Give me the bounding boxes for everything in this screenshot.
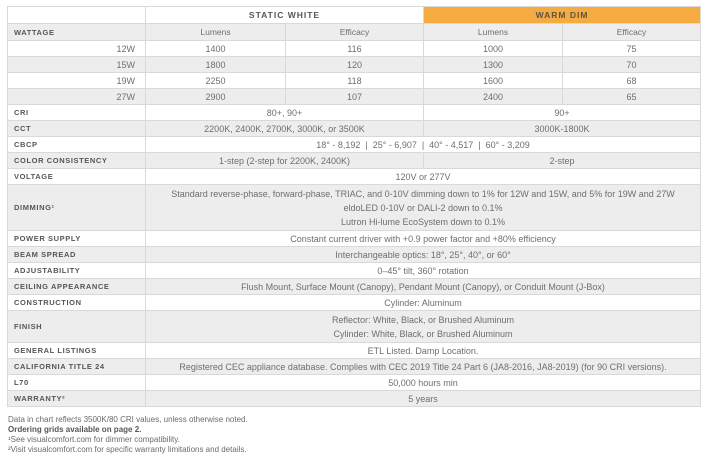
color-consistency-static-white-value: 1-step (2-step for 2200K, 2400K) <box>146 153 424 169</box>
footnote-dimmer-compatibility: ¹See visualcomfort.com for dimmer compatibility. <box>8 435 180 444</box>
adjustability-label: ADJUSTABILITY <box>8 263 146 279</box>
construction-value: Cylinder: Aluminum <box>146 295 701 311</box>
beam-spread-label: BEAM SPREAD <box>8 247 146 263</box>
footnotes <box>8 415 248 455</box>
ceiling-appearance-label: CEILING APPEARANCE <box>8 279 146 295</box>
power-supply-value: Constant current driver with +0.9 power factor and +80% efficiency <box>146 231 701 247</box>
cct-label: CCT <box>8 121 146 137</box>
row-voltage <box>8 169 701 185</box>
general-listings-label: GENERAL LISTINGS <box>8 343 146 359</box>
wattage-row-12w <box>8 41 701 57</box>
wd-efficacy-value: 70 <box>563 57 701 73</box>
warranty-label: WARRANTY² <box>8 391 146 407</box>
footnote-warranty-details: ²Visit visualcomfort.com for specific warranty limitations and details. <box>8 445 247 454</box>
warranty-value: 5 years <box>146 391 701 407</box>
warm-dim-lumens-header: Lumens <box>424 24 563 41</box>
ceiling-appearance-value: Flush Mount, Surface Mount (Canopy), Pendant Mount (Canopy), or Conduit Mount (J-Box) <box>146 279 701 295</box>
footnote-data-basis: Data in chart reflects 3500K/80 CRI values, unless otherwise noted. <box>8 415 248 424</box>
wattage-value: 15W <box>8 57 146 73</box>
static-white-lumens-header: Lumens <box>146 24 286 41</box>
row-cct <box>8 121 701 137</box>
static-white-header: STATIC WHITE <box>146 7 424 24</box>
sw-lumens-value: 1800 <box>146 57 286 73</box>
row-dimming <box>8 185 701 231</box>
row-cbcp <box>8 137 701 153</box>
cri-static-white-value: 80+, 90+ <box>146 105 424 121</box>
wd-efficacy-value: 65 <box>563 89 701 105</box>
california-title-24-label: CALIFORNIA TITLE 24 <box>8 359 146 375</box>
cct-static-white-value: 2200K, 2400K, 2700K, 3000K, or 3500K <box>146 121 424 137</box>
wd-lumens-value: 2400 <box>424 89 563 105</box>
sw-efficacy-value: 107 <box>286 89 424 105</box>
california-title-24-value: Registered CEC appliance database. Complies with CEC 2019 Title 24 Part 6 (JA8-2016, JA8-2019) (for 90 CRI versions). <box>146 359 701 375</box>
wattage-row-15w <box>8 57 701 73</box>
wd-lumens-value: 1600 <box>424 73 563 89</box>
spec-table <box>7 6 701 407</box>
construction-label: CONSTRUCTION <box>8 295 146 311</box>
sw-lumens-value: 2250 <box>146 73 286 89</box>
dimming-value <box>146 185 701 231</box>
sw-lumens-value: 2900 <box>146 89 286 105</box>
sw-efficacy-value: 118 <box>286 73 424 89</box>
dimming-line-3: Lutron Hi-lume EcoSystem down to 0.1% <box>340 216 506 227</box>
row-beam-spread <box>8 247 701 263</box>
wd-lumens-value: 1300 <box>424 57 563 73</box>
wattage-value: 12W <box>8 41 146 57</box>
voltage-label: VOLTAGE <box>8 169 146 185</box>
cct-warm-dim-value: 3000K-1800K <box>424 121 701 137</box>
finish-line-1: Reflector: White, Black, or Brushed Aluminum <box>331 314 515 325</box>
wattage-header: WATTAGE <box>8 24 146 41</box>
adjustability-value: 0–45° tilt, 360° rotation <box>146 263 701 279</box>
row-l70 <box>8 375 701 391</box>
wattage-row-19w <box>8 73 701 89</box>
row-finish <box>8 311 701 343</box>
finish-value <box>146 311 701 343</box>
dimming-line-2: eldoLED 0-10V or DALI-2 down to 0.1% <box>343 202 503 213</box>
warm-dim-header: WARM DIM <box>424 7 701 24</box>
header-blank-cell <box>8 7 146 24</box>
dimming-line-1: Standard reverse-phase, forward-phase, TRIAC, and 0-10V dimming down to 1% for 12W and 15W, and 5% for 19W and 27W <box>171 188 675 199</box>
wd-efficacy-value: 75 <box>563 41 701 57</box>
cbcp-value: 18° - 8,192 | 25° - 6,907 | 40° - 4,517 | 60° - 3,209 <box>146 137 701 153</box>
power-supply-label: POWER SUPPLY <box>8 231 146 247</box>
finish-line-2: Cylinder: White, Black, or Brushed Aluminum <box>333 328 513 339</box>
general-listings-value: ETL Listed. Damp Location. <box>146 343 701 359</box>
color-consistency-label: COLOR CONSISTENCY <box>8 153 146 169</box>
wd-lumens-value: 1000 <box>424 41 563 57</box>
dimming-label: DIMMING¹ <box>8 185 146 231</box>
cbcp-label: CBCP <box>8 137 146 153</box>
sub-header-row <box>8 24 701 41</box>
row-california-title-24 <box>8 359 701 375</box>
wattage-value: 19W <box>8 73 146 89</box>
warm-dim-efficacy-header: Efficacy <box>563 24 701 41</box>
row-warranty <box>8 391 701 407</box>
l70-label: L70 <box>8 375 146 391</box>
row-ceiling-appearance <box>8 279 701 295</box>
finish-label: FINISH <box>8 311 146 343</box>
wattage-row-27w <box>8 89 701 105</box>
cri-warm-dim-value: 90+ <box>424 105 701 121</box>
row-construction <box>8 295 701 311</box>
l70-value: 50,000 hours min <box>146 375 701 391</box>
wattage-value: 27W <box>8 89 146 105</box>
column-group-header-row <box>8 7 701 24</box>
row-cri <box>8 105 701 121</box>
sw-efficacy-value: 116 <box>286 41 424 57</box>
wd-efficacy-value: 68 <box>563 73 701 89</box>
row-power-supply <box>8 231 701 247</box>
row-adjustability <box>8 263 701 279</box>
static-white-efficacy-header: Efficacy <box>286 24 424 41</box>
sw-efficacy-value: 120 <box>286 57 424 73</box>
row-general-listings <box>8 343 701 359</box>
cri-label: CRI <box>8 105 146 121</box>
footnote-ordering-grids: Ordering grids available on page 2. <box>8 425 142 434</box>
sw-lumens-value: 1400 <box>146 41 286 57</box>
row-color-consistency <box>8 153 701 169</box>
beam-spread-value: Interchangeable optics: 18°, 25°, 40°, or 60° <box>146 247 701 263</box>
voltage-value: 120V or 277V <box>146 169 701 185</box>
color-consistency-warm-dim-value: 2-step <box>424 153 701 169</box>
